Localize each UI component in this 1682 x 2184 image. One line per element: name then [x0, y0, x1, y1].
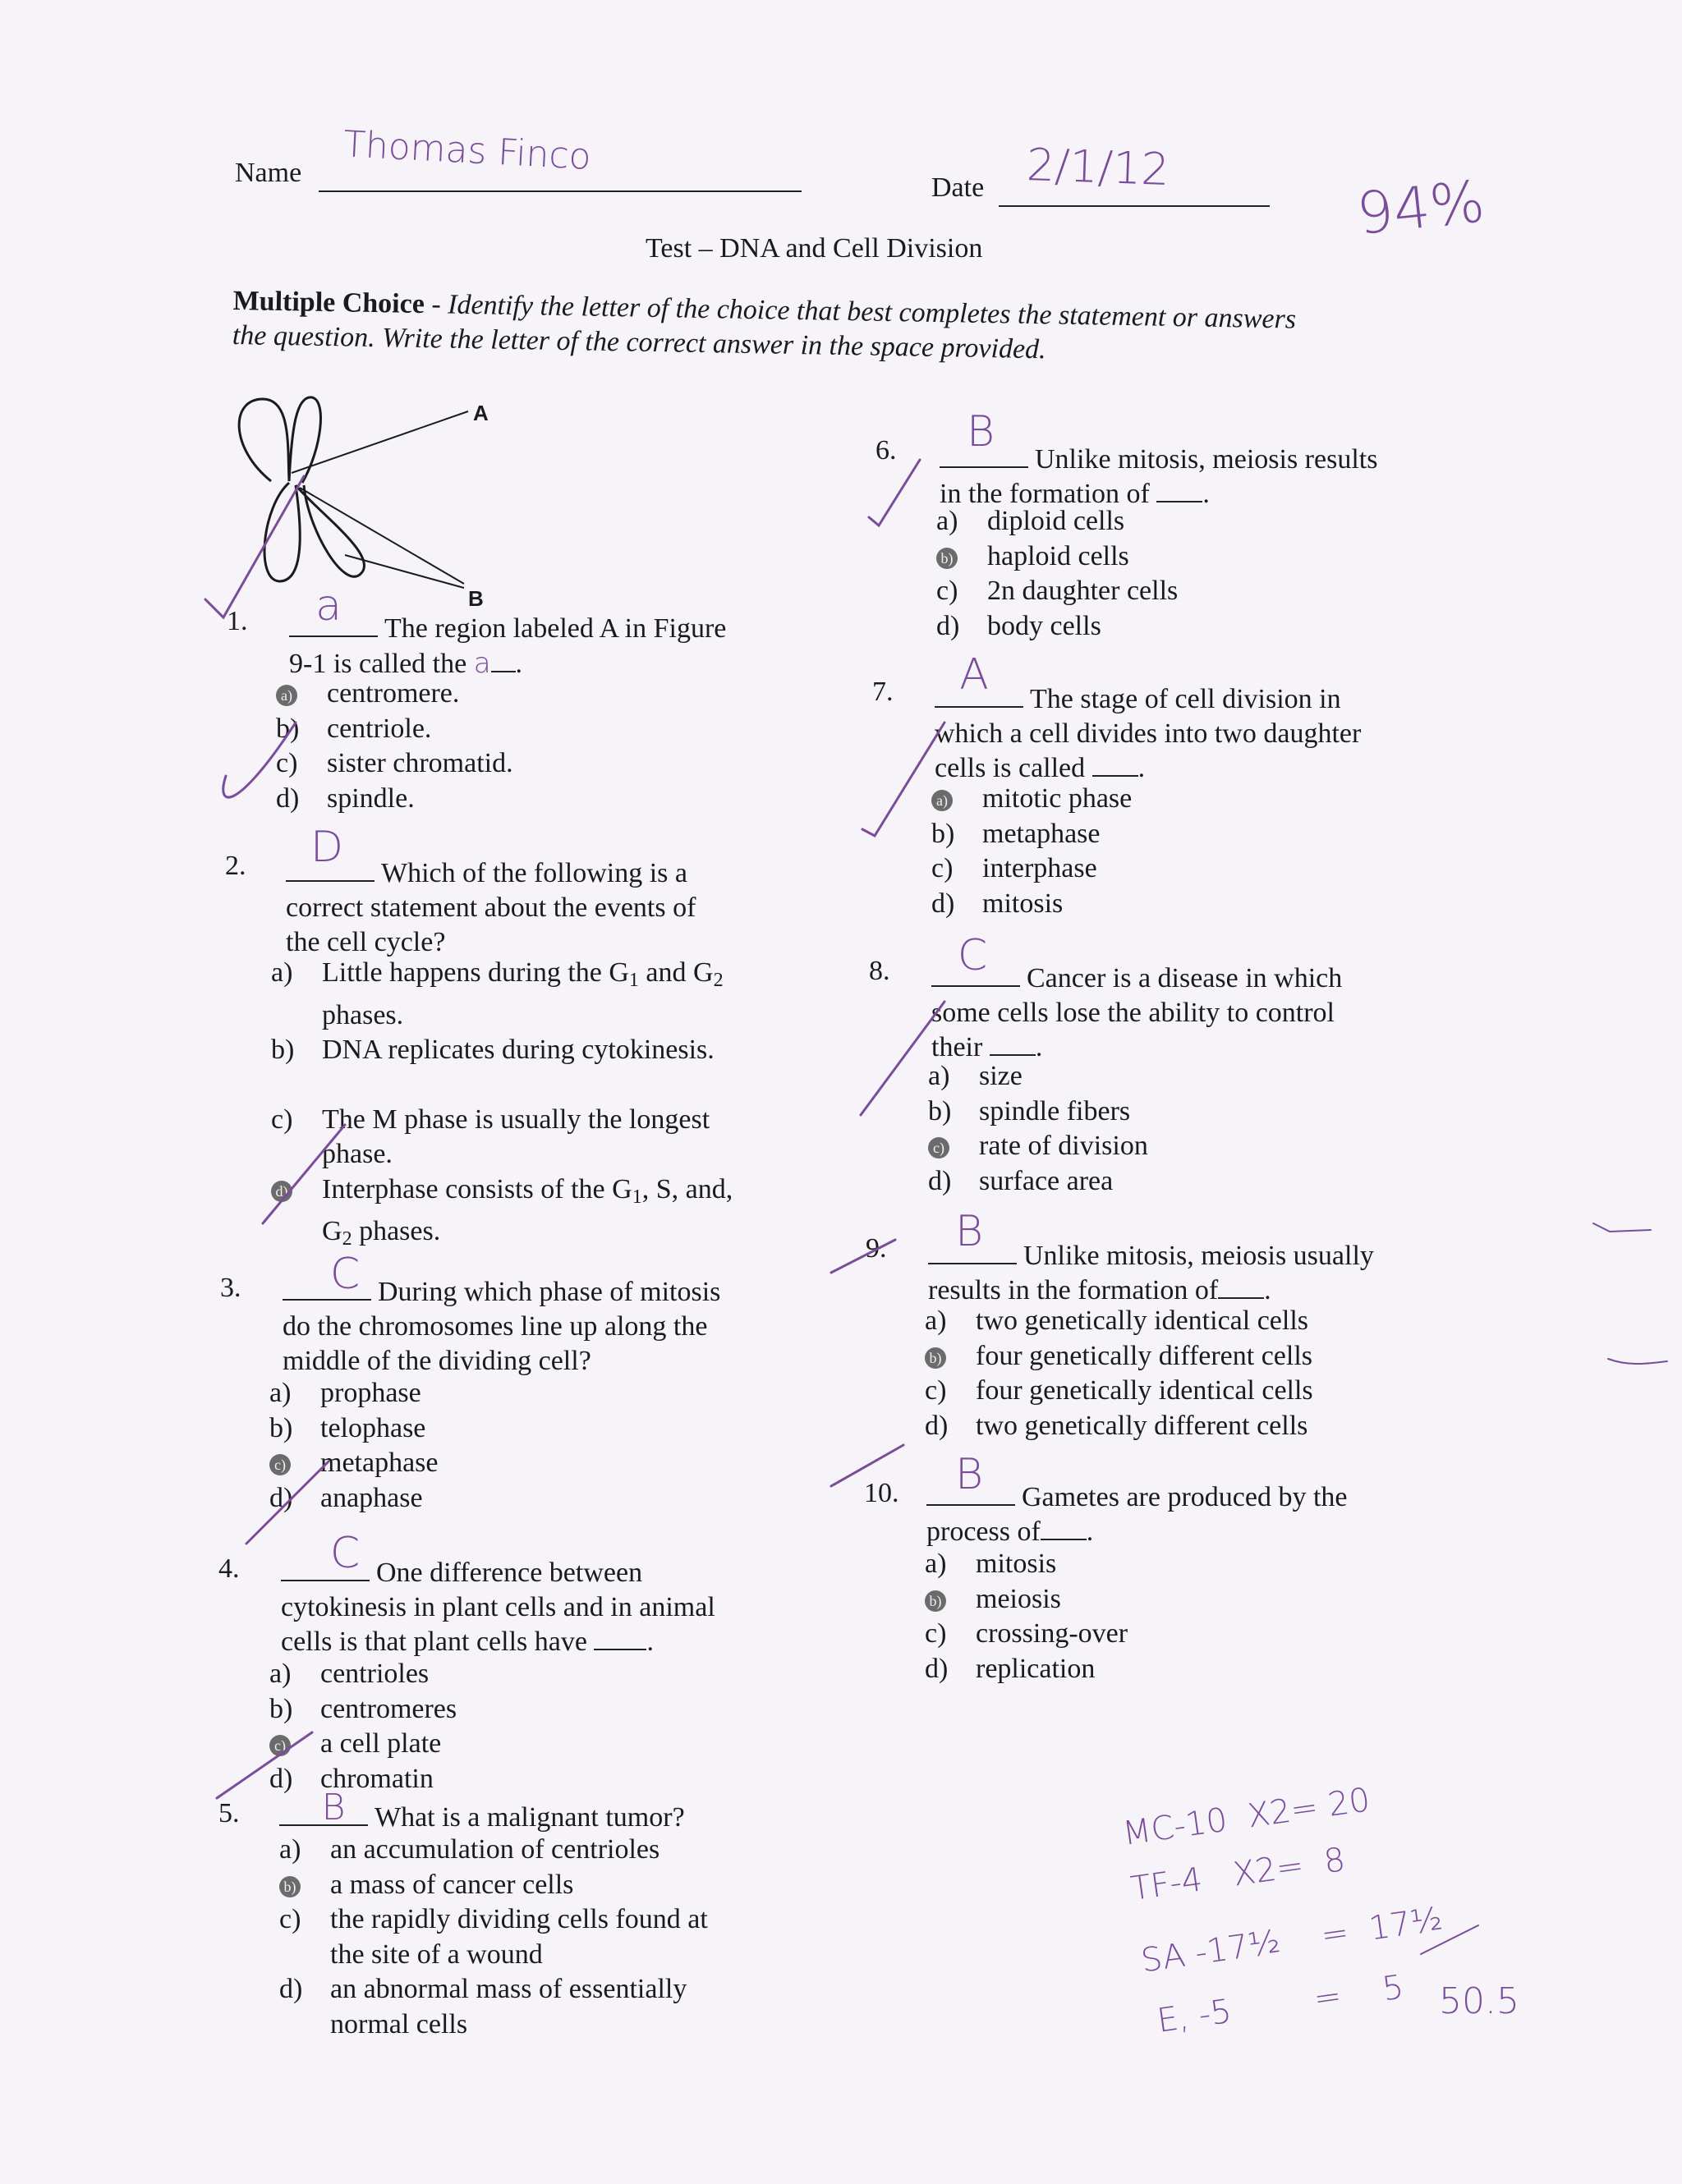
q9-handwritten-answer: B [954, 1207, 984, 1256]
q8-option-d: d) surface area [928, 1165, 1114, 1196]
check-q6 [869, 460, 920, 525]
q1-handwritten-answer: a [315, 581, 342, 631]
q8-option-a: a) size [928, 1061, 1023, 1091]
q9-option-a: a) two genetically identical cells [925, 1305, 1309, 1336]
q10-option-d: d) replication [925, 1653, 1096, 1684]
q3-handwritten-answer: C [329, 1250, 361, 1299]
q10-option-c: c) crossing-over [925, 1618, 1128, 1649]
q5-option-a: a) an accumulation of centrioles [279, 1834, 660, 1865]
q5-option-c: c) the rapidly dividing cells found at the site of a wound [279, 1904, 708, 1970]
test-page: Name Thomas Finco Date 2/1/12 94% Test – DNA and Cell Division Multiple Choice - Identify the letter of the choice that best completes the statement or answers the question. Write the letter of the correct answer in the space provided. A B 1. a The region labeled A in Figure 9-1 is called the a . a) centromere. b) centriole. c) sister chromatid. d) spindle. 2. D Which of the following is a correct statement about the events of the cell cycle? a) Little happens during the $G_1$ and $G_2$ phases. b) DNA replicates during cytokinesis. c) The M phase is usually the longest phase. d) Interphase consists of the $G_1$, S, and, $G_2$ phases. 3. C During which phase of mitosis do the chromosomes line up along the middle of the dividing cell? a) prophase b) telophase c) metaphase d) anaphase 4. C One difference between cytokinesis in plant cells and in animal cells is that plant cells have . a) centrioles b) centromeres c) a cell plate d) chromatin 5. B What is a malignant tumor? a) an accumulation of centrioles b) a mass of cancer cells c) the rapidly dividing cells found at the site of a wound d) an abnormal mass of essentially normal cells 6. B Unlike mitosis, meiosis results in the formation of . a) diploid cells b) haploid cells c) 2n daughter cells d) body cells 7. A The stage of cell division in which a cell divides into two daughter cells is called . a) mitotic phase b) metaphase c) interphase d) mitosis 8. C Cancer is a disease in which some cells lose the ability to control their . a) size b) spindle fibers c) rate of division d) surface area 9. B Unlike mitosis, meiosis usually results in the formation of . a) two genetically identical cells b) four genetically different cells c) four genetically identical cells d) two genetically different cells 10. B Gametes are produced by the process of . a) mitosis b) meiosis c) crossing-over d) replication MC-10 X2= 20 TF-4 X2= 8 SA -17½ = 17½ E, -5 = 5 50.5 [0, 0, 1682, 2184]
tally-row-2: TF-4 X2= 8 [1128, 1840, 1348, 1909]
instructions-line2: the question. Write the letter of the correct answer in the space provided. [232, 319, 1046, 365]
score-handwritten: 94% [1353, 167, 1488, 248]
check-q10 [831, 1445, 903, 1486]
name-label: Name [235, 158, 302, 188]
q2-handwritten-answer: D [310, 823, 344, 872]
figure-label-a: A [473, 401, 489, 425]
tally-row-3: SA -17½ = 17½ [1138, 1900, 1445, 1980]
q2-option-b: b) DNA replicates during cytokinesis. [271, 1035, 715, 1065]
q2-option-a: a) Little happens during the $G_1$ and $G_2$ phases. [271, 957, 724, 1030]
check-q8 [861, 1002, 944, 1115]
q10-option-a: a) mitosis [925, 1549, 1057, 1579]
q4-option-a: a) centrioles [269, 1659, 430, 1689]
q3-option-c: c) metaphase [269, 1446, 439, 1481]
q3-option-a: a) prophase [269, 1378, 421, 1408]
instructions-line1: Identify the letter of the choice that best completes the statement or answers [447, 289, 1297, 335]
check-q3 [246, 1461, 329, 1544]
q3-option-b: b) telophase [269, 1412, 426, 1443]
q7-option-d: d) mitosis [931, 888, 1064, 919]
q1-option-d: d) spindle. [276, 782, 415, 814]
q4-option-c: c) a cell plate [269, 1727, 457, 1762]
q7-handwritten-answer: A [959, 650, 989, 700]
tally-total: 50.5 [1439, 1980, 1519, 2022]
check-q9 [831, 1240, 895, 1273]
check-q1 [223, 723, 296, 797]
q6-option-b: b) haploid cells [936, 539, 1178, 575]
tally-row-1: MC-10 X2= 20 [1120, 1781, 1372, 1853]
check-q1-figure [205, 476, 304, 617]
q1-option-c: c) sister chromatid. [276, 748, 513, 778]
q6-option-d: d) body cells [936, 610, 1101, 641]
q1-option-a: a) centromere. [276, 677, 513, 712]
name-handwritten: Thomas Finco [342, 123, 592, 178]
tally-row-4: E, -5 = 5 [1155, 1968, 1406, 2040]
figure-label-b: B [468, 586, 484, 611]
test-title: Test – DNA and Cell Division [646, 233, 983, 264]
q8-option-b: b) spindle fibers [928, 1095, 1131, 1126]
q2-option-c: c) The M phase is usually the longest phase. [271, 1103, 710, 1169]
q9-option-b: b) four genetically different cells [925, 1339, 1313, 1374]
check-q4 [217, 1732, 312, 1798]
q9-option-c: c) four genetically identical cells [925, 1375, 1313, 1406]
q10-handwritten-answer: B [954, 1450, 984, 1499]
q8-handwritten-answer: C [957, 931, 988, 980]
q1-option-b: b) centriole. [276, 713, 432, 744]
date-label: Date [931, 172, 985, 203]
q2-option-d: d) Interphase consists of the $G_1$, S, and, $G_2$ phases. [271, 1172, 733, 1257]
instructions-heading: Multiple Choice [232, 285, 425, 320]
date-handwritten: 2/1/12 [1025, 138, 1170, 196]
q5-handwritten-answer: B [321, 1787, 346, 1828]
margin-mark-1 [1593, 1223, 1651, 1232]
q6-handwritten-answer: B [966, 407, 995, 457]
q4-option-b: b) centromeres [269, 1693, 457, 1724]
q5-option-b: b) a mass of cancer cells [279, 1868, 708, 1903]
q6-option-c: c) 2n daughter cells [936, 576, 1179, 606]
q4-handwritten-answer: C [329, 1529, 361, 1578]
q10-option-b: b) meiosis [925, 1582, 1128, 1617]
q9-option-d: d) two genetically different cells [925, 1410, 1308, 1441]
q3-option-d: d) anaphase [269, 1482, 423, 1513]
instructions: Multiple Choice - Identify the letter of the choice that best completes the statement or answers the question. Write the letter of the correct answer in the space provided. [232, 285, 1297, 365]
q8-option-c: c) rate of division [928, 1129, 1148, 1164]
q7-option-a: a) mitotic phase [931, 782, 1132, 817]
check-q7 [862, 723, 944, 836]
q7-option-b: b) metaphase [931, 818, 1101, 849]
q5-option-d: d) an abnormal mass of essentially normal cells [279, 1974, 687, 2039]
q4-option-d: d) chromatin [269, 1763, 434, 1794]
q7-option-c: c) interphase [931, 853, 1097, 883]
q6-option-a: a) diploid cells [936, 506, 1125, 536]
check-q2 [263, 1125, 345, 1223]
margin-mark-2 [1608, 1359, 1667, 1364]
